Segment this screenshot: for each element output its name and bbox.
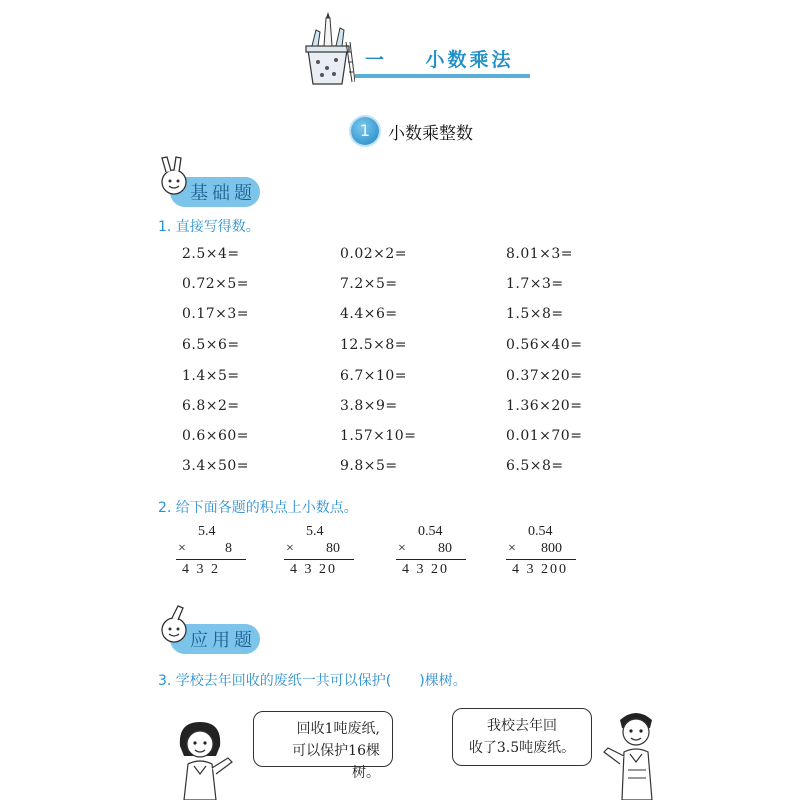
multiplier: 800 — [541, 541, 562, 556]
vertical-multiplication — [176, 524, 246, 579]
multiplicand: 0.54 — [528, 524, 553, 539]
expression-item: 0.72×5= — [182, 276, 250, 292]
chapter-number: 一 — [365, 49, 388, 71]
victory-hand-icon — [156, 156, 192, 196]
multiplicand: 5.4 — [198, 524, 216, 539]
speech-bubble-right — [452, 708, 592, 766]
bubble-right-line-1: 我校去年回 — [487, 718, 557, 734]
expression-item: 6.8×2= — [182, 398, 240, 414]
expression-item: 6.5×8= — [506, 458, 564, 474]
bubble-left-line-1: 回收1吨废纸, — [296, 721, 380, 737]
multiplier-row — [284, 541, 354, 558]
expression-item: 7.2×5= — [340, 276, 398, 292]
question-3-label — [158, 670, 467, 690]
multiplication-line — [396, 559, 466, 560]
question-3-text-after: )棵树。 — [419, 673, 467, 689]
multiplicand: 5.4 — [306, 524, 324, 539]
expression-item: 1.4×5= — [182, 368, 240, 384]
expression-item: 8.01×3= — [506, 246, 574, 262]
chapter-title — [365, 45, 514, 72]
expression-item: 0.56×40= — [506, 337, 583, 353]
times-sign: × — [178, 541, 186, 556]
section-title-basic: 基础题 — [190, 183, 256, 204]
multiplier-row — [506, 541, 576, 558]
girl-illustration — [170, 716, 240, 800]
expression-item: 6.5×6= — [182, 337, 240, 353]
expression-item: 0.17×3= — [182, 306, 250, 322]
question-3-text-before: 3. 学校去年回收的废纸一共可以保护( — [158, 673, 392, 689]
expression-item: 0.01×70= — [506, 428, 583, 444]
times-sign: × — [508, 541, 516, 556]
multiplier: 80 — [438, 541, 452, 556]
expression-item: 0.37×20= — [506, 368, 583, 384]
expression-item: 1.5×8= — [506, 306, 564, 322]
expression-item: 0.02×2= — [340, 246, 408, 262]
pencil-pot-icon — [300, 12, 355, 86]
multiplication-line — [176, 559, 246, 560]
multiplicand: 0.54 — [418, 524, 443, 539]
question-1-label: 1. 直接写得数。 — [158, 219, 260, 235]
expression-item: 1.57×10= — [340, 428, 417, 444]
expression-item: 9.8×5= — [340, 458, 398, 474]
multiplier-row — [396, 541, 466, 558]
chapter-underline — [355, 74, 530, 78]
expression-item: 1.7×3= — [506, 276, 564, 292]
multiplication-line — [506, 559, 576, 560]
vertical-multiplication — [284, 524, 354, 579]
vertical-multiplication — [506, 524, 576, 579]
expression-item: 12.5×8= — [340, 337, 408, 353]
question-2-label: 2. 给下面各题的积点上小数点。 — [158, 500, 358, 516]
expression-item: 6.7×10= — [340, 368, 408, 384]
times-sign: × — [398, 541, 406, 556]
pointing-hand-icon — [156, 604, 192, 644]
bubble-right-line-2: 收了3.5吨废纸。 — [468, 740, 576, 756]
lesson-number-badge: 1 — [351, 117, 379, 145]
expression-item: 4.4×6= — [340, 306, 398, 322]
times-sign: × — [286, 541, 294, 556]
expression-item: 3.8×9= — [340, 398, 398, 414]
product: 4 3 20 — [402, 562, 449, 577]
multiplier: 8 — [225, 541, 232, 556]
lesson-title: 小数乘整数 — [388, 124, 473, 144]
vertical-multiplication — [396, 524, 466, 579]
expression-item: 0.6×60= — [182, 428, 250, 444]
chapter-name: 小数乘法 — [425, 49, 514, 71]
expression-item: 3.4×50= — [182, 458, 250, 474]
bubble-left-line-2: 可以保护16棵树。 — [292, 743, 380, 781]
product: 4 3 2 — [182, 562, 220, 577]
boy-illustration — [598, 706, 670, 800]
multiplier: 80 — [326, 541, 340, 556]
product: 4 3 20 — [290, 562, 337, 577]
expression-item: 1.36×20= — [506, 398, 583, 414]
product: 4 3 200 — [512, 562, 568, 577]
expression-item: 2.5×4= — [182, 246, 240, 262]
multiplier-row — [176, 541, 246, 558]
multiplication-line — [284, 559, 354, 560]
speech-bubble-left — [253, 711, 393, 781]
section-title-applied: 应用题 — [190, 630, 256, 651]
